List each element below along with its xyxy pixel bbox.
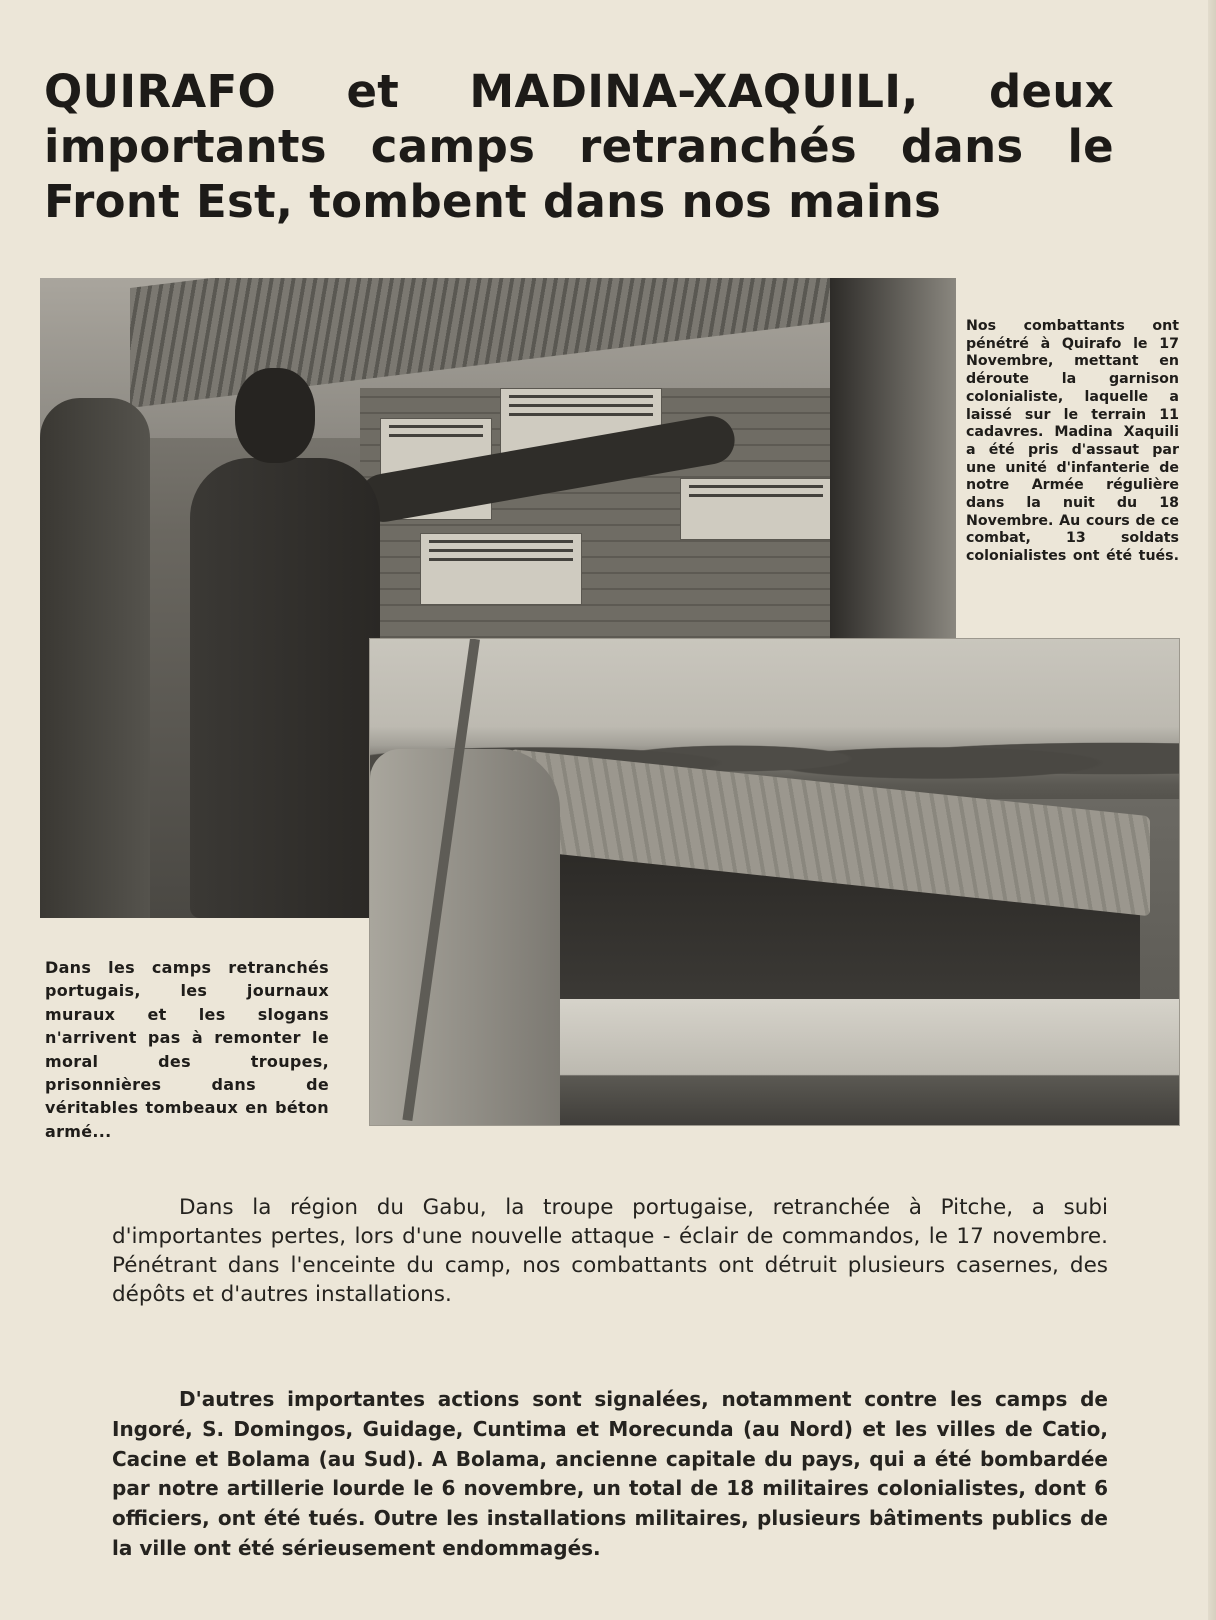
article-headline: QUIRAFO et MADINA-XAQUILI, deux importants camps retranchés dans le Front Est, tombent dans nos mains [44,65,1114,228]
officer-head [235,368,315,463]
photo-caption-quirafo: Nos combattants ont pénétré à Quirafo le 17 Novembre, mettant en déroute la garnison colonialiste, laquelle a laissé sur le terrain 11 cadavres. Madina Xaquili a été pris d'assaut par une unité d'infanterie de notre Armée régulière dans la nuit du 18 Novembre. Au cours de ce combat, 13 soldats colonialistes ont été tués. [966,318,1179,565]
sandbag-wall [370,749,560,1125]
article-paragraph-actions: D'autres importantes actions sont signalées, notamment contre les camps de Ingoré, S. Domingos, Guidage, Cuntima et Morecunda (au Nord) et les villes de Catio, Cacine et Bolama (au Sud). A Bolama, ancienne capitale du pays, qui a été bombardée par notre artillerie lourde le 6 novembre, un total de 18 militaires colonialistes, dont 6 officiers, ont été tués. Outre les installations militaires, plusieurs bâtiments publics de la ville ont été sérieusement endommagés. [112,1387,1108,1560]
soldier-figure [40,398,150,918]
officer-figure [160,368,400,918]
page-edge [1208,0,1216,1620]
officer-body [190,458,380,918]
photo-caption-camps: Dans les camps retranchés portugais, les journaux muraux et les slogans n'arrivent pas à remonter le moral des troupes, prisonnières dans de véritables tombeaux en béton armé... [45,958,329,1141]
article-paragraph-gabu: Dans la région du Gabu, la troupe portugaise, retranchée à Pitche, a subi d'importantes pertes, lors d'une nouvelle attaque - éclair de commandos, le 17 novembre. Pénétrant dans l'enceinte du camp, nos combattants ont détruit plusieurs casernes, des dépôts et d'autres installations. [112,1195,1108,1307]
wall-poster [680,478,832,540]
wall-poster [420,533,582,605]
bunker-photo [369,638,1180,1126]
